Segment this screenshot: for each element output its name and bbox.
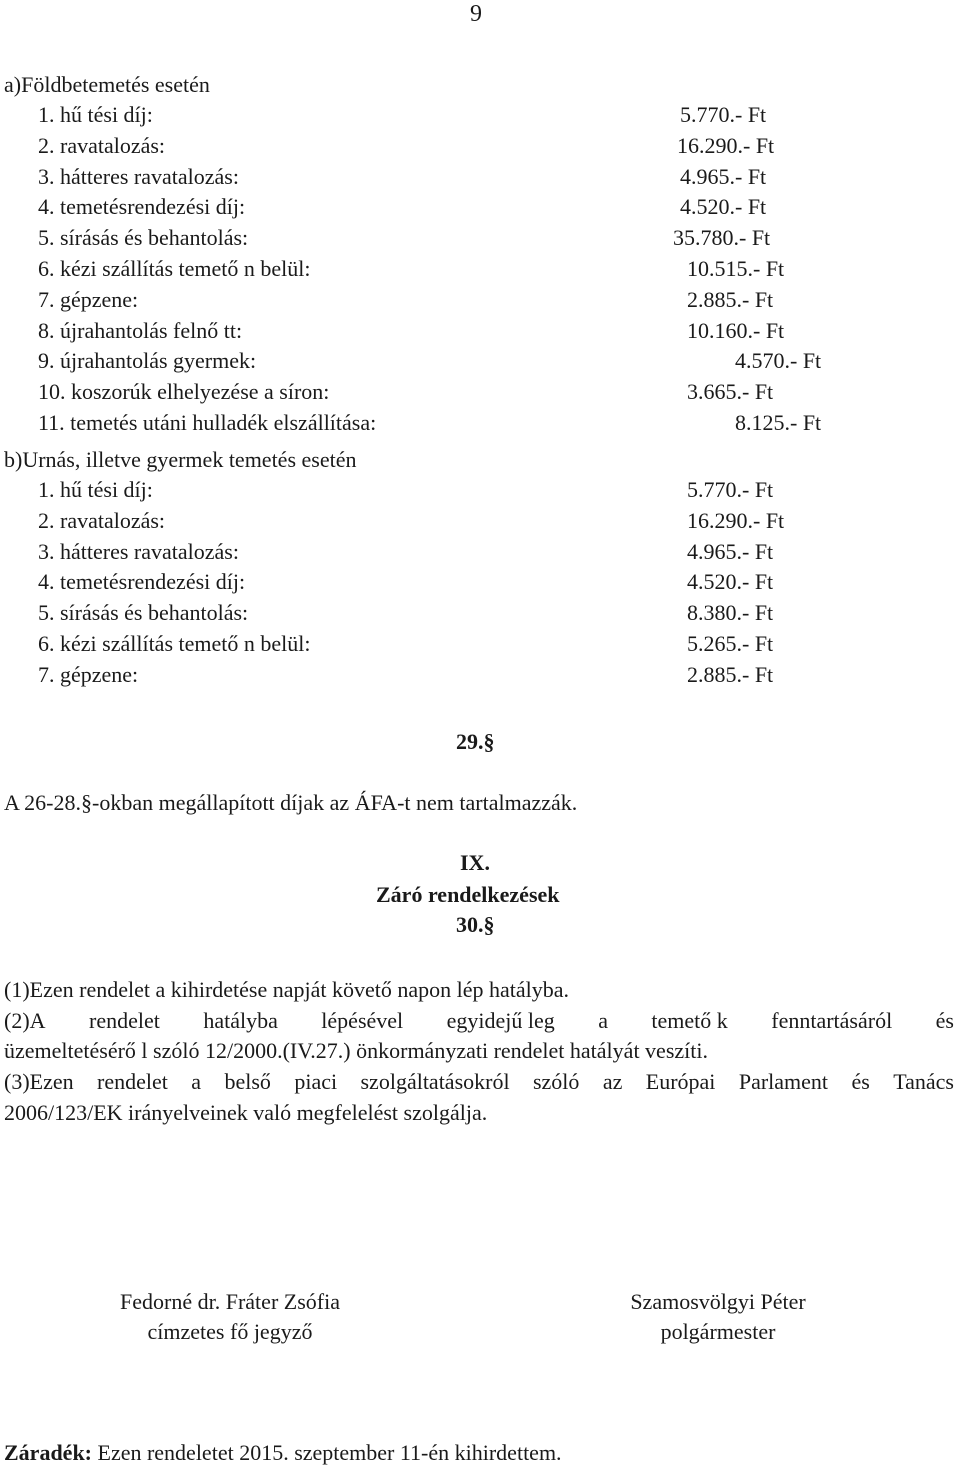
page-number: 9 [470, 1, 482, 27]
fee-price: 8.125.- Ft [735, 410, 822, 435]
justified-word: (3)Ezen [4, 1069, 74, 1094]
signature-left-title: címzetes fő jegyző [147, 1319, 313, 1344]
provision-2-line-2: üzemeltetésérő l szóló 12/2000.(IV.27.) önkormányzati rendelet hatályát veszíti. [4, 1038, 708, 1063]
justified-word: rendelet [89, 1008, 160, 1033]
justified-word: szolgáltatásokról [360, 1069, 510, 1094]
signature-right [568, 1287, 868, 1347]
fee-label: 6. kézi szállítás temető n belül: [38, 256, 311, 281]
fee-label: 1. hű tési díj: [38, 477, 153, 502]
paragraph-29-number: 29.§ [456, 729, 495, 754]
fee-price: 8.380.- Ft [687, 600, 774, 626]
fee-price: 2.885.- Ft [687, 286, 774, 312]
fee-price: 2.885.- Ft [687, 661, 774, 687]
provision-2-line-1 [4, 1010, 954, 1032]
fee-price: 4.570.- Ft [735, 348, 822, 374]
fee-price: 16.290.- Ft [687, 507, 785, 533]
signature-left-name: Fedorné dr. Fráter Zsófia [120, 1289, 340, 1314]
chapter-number: IX. [460, 850, 490, 875]
justified-word: szóló [532, 1069, 580, 1094]
justified-word: rendelet [97, 1069, 168, 1094]
section-b-heading: b)Urnás, illetve gyermek temetés esetén [4, 447, 357, 472]
justified-word: és [935, 1008, 954, 1033]
fee-label: 8. újrahantolás felnő tt: [38, 317, 243, 343]
signature-right-name: Szamosvölgyi Péter [630, 1289, 806, 1314]
justified-word: lépésével [321, 1008, 404, 1033]
fee-label: 2. ravatalozás: [38, 507, 166, 533]
justified-word: egyidejű leg [446, 1008, 555, 1033]
fee-label: 7. gépzene: [38, 661, 139, 687]
signature-left [70, 1287, 390, 1347]
fee-label: 4. temetésrendezési díj: [38, 194, 246, 220]
justified-word: Európai [645, 1069, 716, 1094]
fee-price: 16.290.- Ft [677, 132, 775, 158]
fee-price: 4.965.- Ft [687, 538, 774, 564]
fee-price: 10.515.- Ft [687, 256, 785, 281]
fee-label: 10. koszorúk elhelyezése a síron: [38, 379, 330, 405]
provision-3-line-2: 2006/123/EK irányelveinek való megfelelést szolgálja. [4, 1100, 488, 1125]
section-a-heading: a)Földbetemetés esetén [4, 72, 210, 97]
fee-label: 2. ravatalozás: [38, 132, 166, 158]
fee-label: 5. sírásás és behantolás: [38, 600, 249, 626]
justified-word: (2)A [4, 1008, 46, 1033]
fee-price: 4.520.- Ft [680, 194, 767, 220]
fee-label: 7. gépzene: [38, 286, 139, 312]
fee-label: 1. hű tési díj: [38, 102, 153, 127]
justified-word: az [602, 1069, 623, 1094]
paragraph-29-text: A 26-28.§-okban megállapított díjak az ÁFA-t nem tartalmazzák. [4, 790, 578, 815]
fee-label: 3. hátteres ravatalozás: [38, 538, 239, 564]
justified-word: a [598, 1008, 608, 1033]
fee-price: 4.520.- Ft [687, 569, 774, 595]
justified-word: és [851, 1069, 870, 1094]
fee-label: 4. temetésrendezési díj: [38, 569, 246, 595]
justified-word: Parlament [738, 1069, 829, 1094]
fee-label: 3. hátteres ravatalozás: [38, 163, 239, 189]
footer-label: Záradék: [4, 1440, 92, 1465]
footer-text: Ezen rendeletet 2015. szeptember 11-én kihirdettem. [92, 1440, 562, 1465]
fee-price: 5.770.- Ft [680, 102, 767, 127]
justified-word: Tanács [893, 1069, 954, 1094]
fee-price: 35.780.- Ft [673, 225, 771, 251]
fee-price: 4.965.- Ft [680, 163, 767, 189]
fee-label: 5. sírásás és behantolás: [38, 225, 249, 251]
fee-price: 5.265.- Ft [687, 631, 774, 656]
justified-word: belső [224, 1069, 271, 1094]
provision-1: (1)Ezen rendelet a kihirdetése napját követő napon lép hatályba. [4, 977, 570, 1002]
fee-price: 10.160.- Ft [687, 317, 785, 343]
justified-word: fenntartásáról [771, 1008, 893, 1033]
justified-word: temető k [651, 1008, 728, 1033]
footer-clause [4, 1442, 562, 1464]
justified-word: a [191, 1069, 202, 1094]
signature-right-title: polgármester [660, 1319, 776, 1344]
provision-3-line-1 [4, 1071, 954, 1093]
chapter-title: Záró rendelkezések [376, 882, 560, 907]
fee-label: 11. temetés utáni hulladék elszállítása: [38, 410, 377, 435]
justified-word: piaci [294, 1069, 338, 1094]
justified-word: hatályba [203, 1008, 278, 1033]
fee-label: 6. kézi szállítás temető n belül: [38, 631, 311, 656]
paragraph-30-number: 30.§ [456, 912, 495, 937]
fee-label: 9. újrahantolás gyermek: [38, 348, 257, 374]
fee-price: 3.665.- Ft [687, 379, 774, 405]
fee-price: 5.770.- Ft [687, 477, 774, 502]
